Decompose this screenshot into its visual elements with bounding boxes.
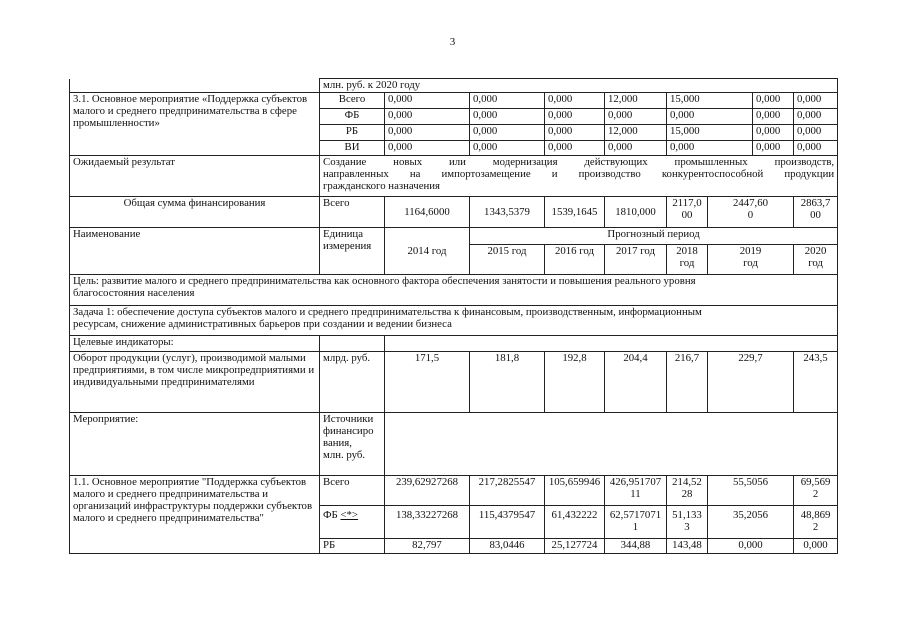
footnote-link[interactable]: <*> xyxy=(340,509,359,521)
event-3-1-title: 3.1. Основное мероприятие «Поддержка субъектов малого и среднего предпринимательства в сфере промышленности» xyxy=(70,93,320,156)
table-row: ВИ 0,000 0,000 0,000 0,000 0,000 0,000 0,000 xyxy=(70,141,838,156)
table-row xyxy=(70,156,838,197)
table-row xyxy=(70,336,838,352)
indicators-label: Целевые индикаторы: xyxy=(70,336,320,352)
sources-label: Источники финансиро вания, млн. руб. xyxy=(320,413,385,476)
table-row: 1.1. Основное мероприятие "Поддержка субъектов малого и среднего предпринимательства и организаций инфраструктуры поддержки субъектов малого и среднего предпринимательства" Всего 239,62927268 217,2825547 105,659946 426,951707 11 214,52 28 55,5056 69,569 2 xyxy=(70,476,838,506)
expected-result-label: Ожидаемый результат xyxy=(70,156,320,197)
table-row xyxy=(70,413,838,476)
measure-label: Мероприятие: xyxy=(70,413,320,476)
table-row xyxy=(70,275,838,306)
table-row: РБ 82,797 83,0446 25,127724 344,88 143,48 0,000 0,000 xyxy=(70,539,838,554)
table-row xyxy=(70,228,838,245)
table-row xyxy=(70,306,838,336)
turnover-label: Оборот продукции (услуг), производимой малыми предприятиями, в том числе микропредприятиями и индивидуальными предпринимателями xyxy=(70,352,320,413)
table-row: ФБ <*> 138,33227268 115,4379547 61,432222 62,5717071 1 51,133 3 35,2056 48,869 2 xyxy=(70,506,838,539)
unit-caption: млн. руб. к 2020 году xyxy=(320,79,838,93)
page-number: 3 xyxy=(449,36,456,48)
program-table xyxy=(69,78,838,554)
header-name: Наименование xyxy=(70,228,320,275)
header-forecast: Прогнозный период xyxy=(470,228,838,245)
total-funding-label: Общая сумма финансирования xyxy=(70,197,320,228)
header-unit: Единица измерения xyxy=(320,228,385,275)
table-row: Общая сумма финансирования Всего 1164,6000 1343,5379 1539,1645 1810,000 2117,0 00 2447,60 0 2863,7 00 xyxy=(70,197,838,228)
event-1-1-title: 1.1. Основное мероприятие "Поддержка субъектов малого и среднего предпринимательства и организаций инфраструктуры поддержки субъектов малого и среднего предпринимательства" xyxy=(70,476,320,554)
table-row: 3.1. Основное мероприятие «Поддержка субъектов малого и среднего предпринимательства в сфере промышленности» Всего 0,000 0,000 0,000 12,000 15,000 0,000 0,000 xyxy=(70,93,838,109)
table-row: РБ 0,000 0,000 0,000 12,000 15,000 0,000 0,000 xyxy=(70,125,838,141)
task-text: Задача 1: обеспечение доступа субъектов малого и среднего предпринимательства к финансовым, производственным, информационным ресурсам, снижение административных барьеров при создании и ведении бизнеса xyxy=(70,306,838,336)
table-row xyxy=(70,79,838,93)
goal-text: Цель: развитие малого и среднего предпринимательства как основного фактора обеспечения занятости и повышения реального уровня благосостояния населения xyxy=(70,275,838,306)
table-row: Оборот продукции (услуг), производимой малыми предприятиями, в том числе микропредприятиями и индивидуальными предпринимателями млрд. руб. 171,5 181,8 192,8 204,4 216,7 229,7 243,5 xyxy=(70,352,838,413)
expected-result-text: Создание новых или модернизация действующих промышленных производств, направленных на импортозамещение и производство конкурентоспособной продукции гражданского назначения xyxy=(320,156,838,197)
table-row: ФБ 0,000 0,000 0,000 0,000 0,000 0,000 0,000 xyxy=(70,109,838,125)
table-row: 2014 год 2015 год 2016 год 2017 год 2018 год 2019 год 2020 год xyxy=(70,245,838,275)
